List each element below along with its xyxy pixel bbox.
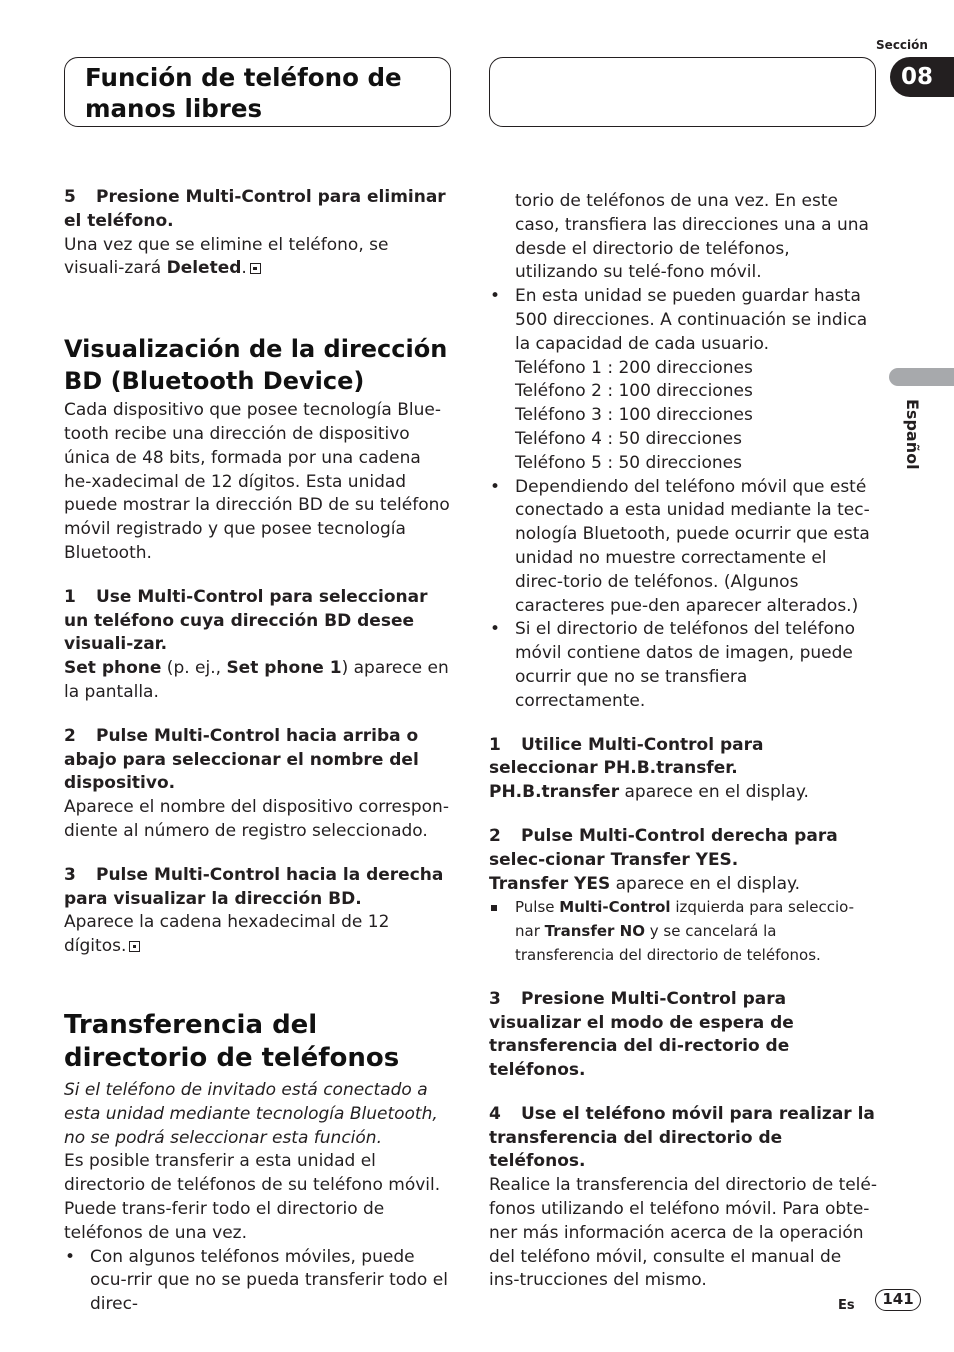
bullet-item: • Si el directorio de teléfonos del teléfono móvil contiene datos de imagen, puede ocurrir que no se transfiera correctamente. [489,618,877,713]
transfer-step-1-heading: 1 Utilice Multi-Control para seleccionar PH.B.transfer. [489,734,764,779]
section-heading-transfer: Transferencia del directorio de teléfonos [64,1009,400,1073]
section-heading-bd: Visualización de la dirección BD (Bluetooth Device) [64,335,448,396]
language-tab-bar [889,368,954,386]
transfer-bullets-right [489,285,877,713]
bullet-1-continued: torio de teléfonos de una vez. En este caso, transfiera las direcciones una a una desde el directorio de teléfonos, utilizando su telé-fono móvil. [515,191,869,283]
transfer-step-2-body: Transfer YES aparece en el display. [489,873,801,894]
step-5-body: Una vez que se elimine el teléfono, se visuali-zará Deleted. [64,234,389,279]
bullet-item: • Dependiendo del teléfono móvil que esté conectado a esta unidad mediante la tec-nología Bluetooth, puede ocurrir que esta unidad no muestre correctamente el direc-torio de teléfonos. (Algunos caracteres pue-den aparecer alterados.) [489,476,877,619]
bd-step-2-body: Aparece el nombre del dispositivo correspon-diente al número de registro seleccionado. [64,797,449,841]
footer-language-code: Es [838,1298,855,1313]
right-column [489,190,877,1293]
bd-intro: Cada dispositivo que posee tecnología Blue-tooth recibe una dirección de dispositivo única de 48 bits, formada por una cadena he-xadecimal de 12 dígitos. Esta unidad puede mostrar la dirección BD de su teléfono móvil registrado y que posee tecnología Bluetooth. [64,400,450,563]
page-number: 141 [875,1289,921,1311]
bd-step-3-body: Aparece la cadena hexadecimal de 12 dígitos. [64,912,390,957]
left-column [64,186,452,1317]
header-empty-box [489,57,876,127]
transfer-note-italic: Si el teléfono de invitado está conectado a esta unidad mediante tecnología Bluetooth, no se podrá seleccionar esta función. [64,1079,438,1148]
section-label: Sección [876,38,928,52]
capacity-line: Teléfono 4 : 50 direcciones [515,428,742,449]
section-number-tab: 08 [890,57,954,97]
transfer-step-3-heading: 3 Presione Multi-Control para visualizar el modo de espera de transferencia del di-rectorio de teléfonos. [489,988,794,1081]
transfer-step-1-body: PH.B.transfer aparece en el display. [489,782,809,803]
chapter-title: Función de teléfono de manos libres [85,63,402,123]
step-5-heading: 5 Presione Multi-Control para eliminar el teléfono. [64,187,446,231]
capacity-line: Teléfono 2 : 100 direcciones [515,381,753,402]
language-label: Español [903,399,922,470]
transfer-intro: Es posible transferir a esta unidad el directorio de teléfonos de su teléfono móvil. Puede trans-ferir todo el directorio de teléfonos de una vez. [64,1151,441,1243]
transfer-bullets-left [64,1246,452,1317]
capacity-line: Teléfono 3 : 100 direcciones [515,405,753,426]
bullet-item: • Con algunos teléfonos móviles, puede ocu-rrir que no se pueda transferir todo el direc- [64,1246,452,1317]
bd-step-1-body: Set phone (p. ej., Set phone 1) aparece en la pantalla. [64,658,449,702]
language-tab [899,399,925,499]
capacity-line: Teléfono 1 : 200 direcciones [515,357,753,378]
transfer-step-4-body: Realice la transferencia del directorio de telé-fonos utilizando el teléfono móvil. Para obte-ner más información acerca de la operación del teléfono móvil, consulte el manual de ins-trucciones del mismo. [489,1175,878,1291]
transfer-step-4-heading: 4 Use el teléfono móvil para realizar la transferencia del directorio de teléfonos. [489,1103,875,1172]
transfer-step-2-heading: 2 Pulse Multi-Control derecha para selec-cionar Transfer YES. [489,825,838,870]
chapter-title-box [64,57,451,127]
bullet-item: • En esta unidad se pueden guardar hasta 500 direcciones. A continuación se indica la capacidad de cada usuario. Teléfono 1 : 200 direcciones Teléfono 2 : 100 direcciones Teléfono 3 : 100 direcciones Teléfono 4 : 50 direcciones Teléfono 5 : 50 direcciones [489,285,877,475]
end-mark-icon [250,263,261,274]
bd-step-1-heading: 1 Use Multi-Control para seleccionar un teléfono cuya dirección BD desee visuali-zar. [64,586,428,655]
end-mark-icon [129,941,140,952]
bd-step-2-heading: 2 Pulse Multi-Control hacia arriba o abajo para seleccionar el nombre del dispositivo. [64,725,419,794]
capacity-line: Teléfono 5 : 50 direcciones [515,452,742,473]
bd-step-3-heading: 3 Pulse Multi-Control hacia la derecha para visualizar la dirección BD. [64,864,444,909]
transfer-step-2-note: Pulse Multi-Control izquierda para seleccio-nar Transfer NO y se cancelará la transferencia del directorio de teléfonos. [489,896,877,967]
